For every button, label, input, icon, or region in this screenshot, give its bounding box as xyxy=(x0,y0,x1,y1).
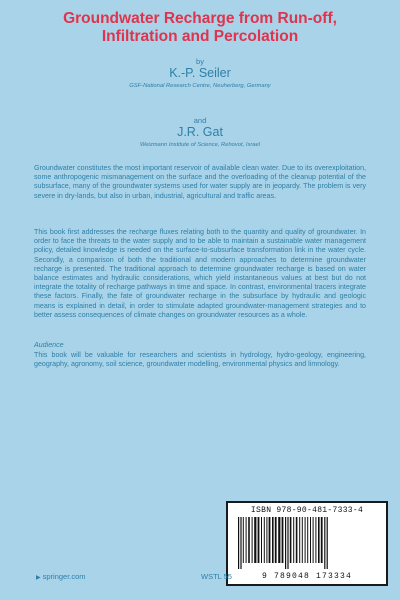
description-paragraph-2: This book first addresses the recharge fluxes relating both to the quantity and quality of groundwater. In order to face the threats to the water supply and to be able to maintain a sustainable water management policy, detailed knowledge is needed on the surface-to-subsurface transformation link in the water cycle. Secondly, a comparison of both the traditional and modern approaches to determine groundwater recharge is presented. The traditional approach to determine groundwater recharge is based on water balance estimates and hydraulic considerations, which yield instantaneous values at best but do not integrate the totality of recharge pathways in time and space. In contrast, environmental tracers integrate these factors. Finally, the fate of groundwater recharge in the subsurface by hydraulic and geologic means is explained in detail, in order to stimulate adapted groundwater-management strategies and to better assess consequences of climate changes on groundwater resources as a whole. xyxy=(34,228,366,319)
author-2-name: J.R. Gat xyxy=(177,125,223,139)
barcode-bar xyxy=(324,517,325,569)
barcode-bar xyxy=(243,517,244,563)
barcode-bar xyxy=(261,517,262,563)
barcode-bar xyxy=(290,517,292,563)
author-2-affiliation: Weizmann Institute of Science, Rehovot, Israel xyxy=(139,142,261,148)
publisher-url: springer.com xyxy=(42,572,86,581)
book-title xyxy=(20,10,380,46)
isbn-text: ISBN 978-90-481-7333-4 xyxy=(250,506,364,515)
barcode-bar xyxy=(293,517,294,563)
barcode-bar xyxy=(238,517,239,569)
barcode-number: 9 789048 173334 xyxy=(261,572,352,581)
title-line-2: Infiltration and Percolation xyxy=(101,28,299,45)
barcode-bar xyxy=(299,517,300,563)
barcode-bar xyxy=(246,517,247,563)
barcode-bar xyxy=(310,517,311,563)
barcode-bar xyxy=(248,517,250,563)
barcode-bar xyxy=(258,517,260,563)
barcode-bar xyxy=(264,517,265,563)
barcode-bar xyxy=(254,517,256,563)
springer-arrow-icon: ▶ xyxy=(36,575,41,581)
barcode-bar xyxy=(321,517,323,563)
barcode-bar xyxy=(252,517,253,563)
publisher-link[interactable] xyxy=(36,572,86,581)
barcode-bar xyxy=(313,517,314,563)
barcode-bar xyxy=(307,517,308,563)
barcode-bar xyxy=(278,517,280,563)
description-paragraph-1: Groundwater constitutes the most important reservoir of available clean water. Due to its overexploitation, some anthropogenic mismanagement on the surface and the overloading of the cleanup potential of the subsurface, many of the groundwater systems used for water supply are in jeopardy. The problem is very severe in dry-lands, but also in urban, industrial, agricultural and traffic areas. xyxy=(34,164,366,200)
barcode-bar xyxy=(282,517,284,563)
barcode-bar xyxy=(302,517,303,563)
barcode-bar xyxy=(287,517,288,569)
barcode-bar xyxy=(272,517,274,563)
title-line-1: Groundwater Recharge from Run-off, xyxy=(63,10,337,27)
barcode-bar xyxy=(269,517,271,563)
author-1-affiliation: GSF-National Research Centre, Neuherberg, Germany xyxy=(129,83,271,89)
author-1-name: K.-P. Seiler xyxy=(169,66,231,80)
barcode-bar xyxy=(266,517,267,563)
barcode-bar xyxy=(285,517,286,569)
barcode-bar xyxy=(315,517,316,563)
isbn-barcode xyxy=(226,501,388,586)
audience-text: This book will be valuable for researchers and scientists in hydrology, hydro-geology, engineering, geography, agronomy, soil science, groundwater modelling, environmental physics and limnology. xyxy=(34,351,366,369)
by-label: by xyxy=(196,57,204,66)
barcode-bar xyxy=(275,517,277,563)
barcode-bars xyxy=(236,517,378,569)
series-code: WSTL 55 xyxy=(201,572,232,581)
barcode-bar xyxy=(327,517,328,569)
barcode-bar xyxy=(240,517,241,569)
barcode-bar xyxy=(318,517,320,563)
barcode-bar xyxy=(305,517,306,563)
barcode-bar xyxy=(296,517,298,563)
audience-label: Audience xyxy=(34,341,64,349)
and-label: and xyxy=(193,116,207,125)
